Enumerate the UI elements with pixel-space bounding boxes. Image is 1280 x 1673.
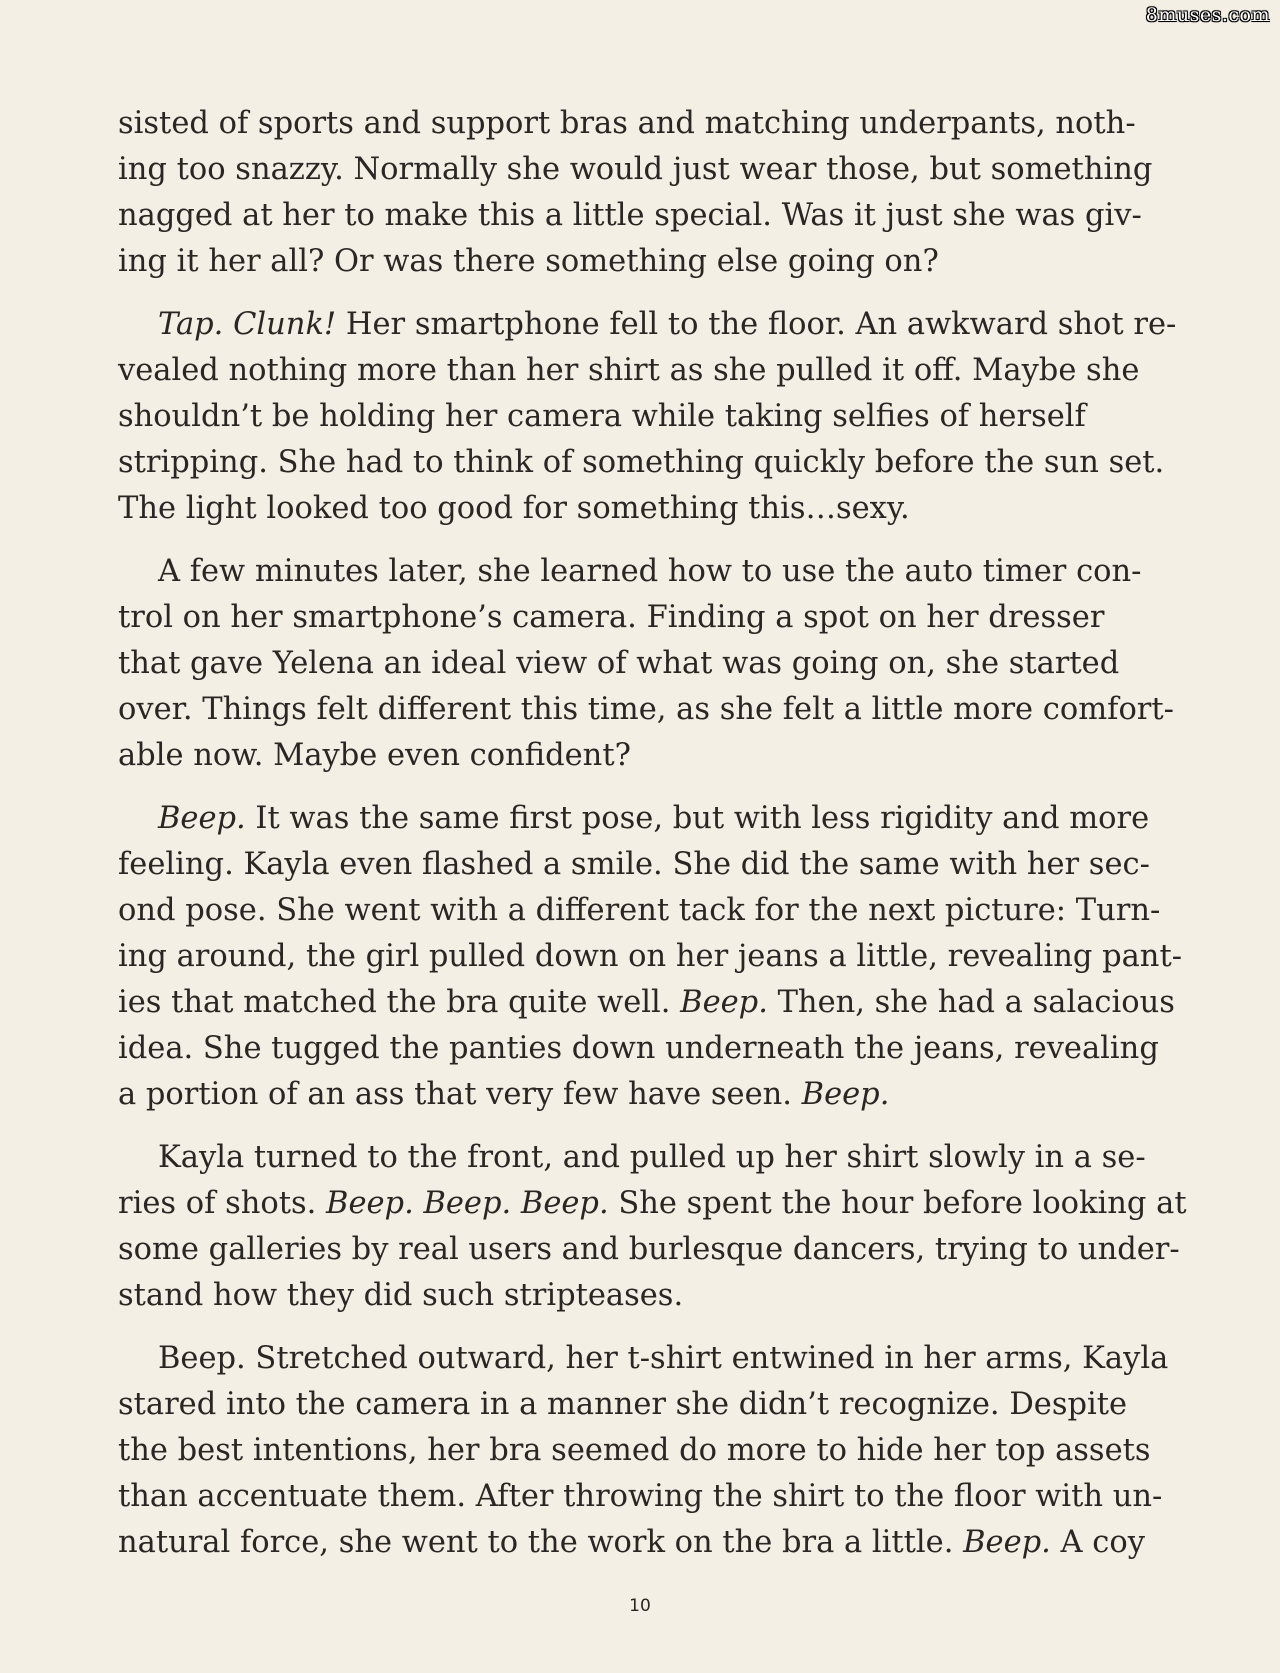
text-line xyxy=(118,1026,1180,1072)
text-run: the best intentions, her bra seemed do more to hide her top assets xyxy=(118,1433,1151,1468)
paragraph xyxy=(118,1135,1187,1319)
text-line xyxy=(118,687,1180,733)
text-line xyxy=(118,302,1180,348)
text-line xyxy=(118,842,1180,888)
text-run: stand how they did such stripteases. xyxy=(118,1278,684,1313)
text-line xyxy=(118,934,1183,980)
text-line xyxy=(118,1520,1180,1566)
text-run: Her smartphone fell to the floor. An awkward shot re- xyxy=(336,307,1177,342)
text-run: nagged at her to make this a little special. Was it just she was giv- xyxy=(118,198,1142,233)
text-run: over. Things felt different this time, as she felt a little more comfort- xyxy=(118,692,1174,727)
paragraph xyxy=(118,101,1180,285)
text-line xyxy=(118,595,1180,641)
text-run: idea. She tugged the panties down underneath the jeans, revealing xyxy=(118,1031,1159,1066)
text-run: Kayla turned to the front, and pulled up her shirt slowly in a se- xyxy=(158,1140,1146,1175)
text-line xyxy=(118,733,1180,779)
text-line xyxy=(118,641,1180,687)
italic-text: Beep. xyxy=(801,1077,890,1112)
text-run: A few minutes later, she learned how to use the auto timer con- xyxy=(158,554,1142,589)
text-line xyxy=(118,394,1180,440)
paragraph xyxy=(118,302,1180,532)
text-run: The light looked too good for something this…sexy. xyxy=(118,491,910,526)
text-line xyxy=(118,980,1180,1026)
text-run: some galleries by real users and burlesque dancers, trying to under- xyxy=(118,1232,1180,1267)
text-run: Beep. Stretched outward, her t-shirt entwined in her arms, Kayla xyxy=(158,1341,1169,1376)
text-run: ing too snazzy. Normally she would just wear those, but something xyxy=(118,152,1153,187)
text-line xyxy=(118,193,1180,239)
body-text xyxy=(118,101,1187,1583)
italic-text: Beep. xyxy=(158,801,246,836)
text-run: ries of shots. xyxy=(118,1186,327,1221)
text-line xyxy=(118,1135,1180,1181)
text-run: ing it her all? Or was there something else going on? xyxy=(118,244,939,279)
text-line xyxy=(118,1336,1180,1382)
text-run: ies that matched the bra quite well. xyxy=(118,985,681,1020)
text-run: feeling. Kayla even flashed a smile. She did the same with her sec- xyxy=(118,847,1150,882)
text-run: ond pose. She went with a different tack for the next picture: Turn- xyxy=(118,893,1161,928)
text-run: stripping. She had to think of something quickly before the sun set. xyxy=(118,445,1165,480)
italic-text: Tap. Clunk! xyxy=(158,307,337,342)
text-run: Then, she had a salacious xyxy=(767,985,1175,1020)
text-line xyxy=(118,486,1180,532)
text-line xyxy=(118,348,1180,394)
italic-text: Beep. xyxy=(963,1525,1051,1560)
text-run: able now. Maybe even confident? xyxy=(118,738,631,773)
text-run: stared into the camera in a manner she didn’t recognize. Despite xyxy=(118,1387,1128,1422)
text-line xyxy=(118,549,1180,595)
text-line xyxy=(118,239,1180,285)
paragraph xyxy=(118,1336,1180,1566)
text-run: vealed nothing more than her shirt as she pulled it off. Maybe she xyxy=(118,353,1140,388)
text-line xyxy=(118,1181,1187,1227)
text-line xyxy=(118,1072,1180,1118)
italic-text: Beep. Beep. Beep. xyxy=(326,1186,609,1221)
text-run: shouldn’t be holding her camera while taking selfies of herself xyxy=(118,399,1086,434)
text-run: a portion of an ass that very few have seen. xyxy=(118,1077,802,1112)
text-line xyxy=(118,101,1180,147)
text-line xyxy=(118,1428,1180,1474)
text-line xyxy=(118,1273,1180,1319)
text-run: sisted of sports and support bras and matching underpants, noth- xyxy=(118,106,1136,141)
site-watermark: 8muses.com xyxy=(1145,4,1270,26)
text-line xyxy=(118,1474,1180,1520)
text-run: A coy xyxy=(1050,1525,1145,1560)
text-line xyxy=(118,1382,1180,1428)
text-line xyxy=(118,147,1180,193)
text-run: ing around, the girl pulled down on her jeans a little, revealing pant- xyxy=(118,939,1183,974)
text-run: trol on her smartphone’s camera. Finding a spot on her dresser xyxy=(118,600,1105,635)
text-run: that gave Yelena an ideal view of what was going on, she started xyxy=(118,646,1120,681)
text-line xyxy=(118,1227,1180,1273)
text-run: natural force, she went to the work on the bra a little. xyxy=(118,1525,964,1560)
text-line xyxy=(118,888,1180,934)
text-line xyxy=(118,796,1180,842)
text-line xyxy=(118,440,1180,486)
page-number: 10 xyxy=(629,1596,651,1616)
italic-text: Beep. xyxy=(680,985,768,1020)
text-run: than accentuate them. After throwing the shirt to the floor with un- xyxy=(118,1479,1163,1514)
paragraph xyxy=(118,549,1180,779)
paragraph xyxy=(118,796,1183,1118)
text-run: It was the same first pose, but with less rigidity and more xyxy=(245,801,1150,836)
text-run: She spent the hour before looking at xyxy=(608,1186,1187,1221)
